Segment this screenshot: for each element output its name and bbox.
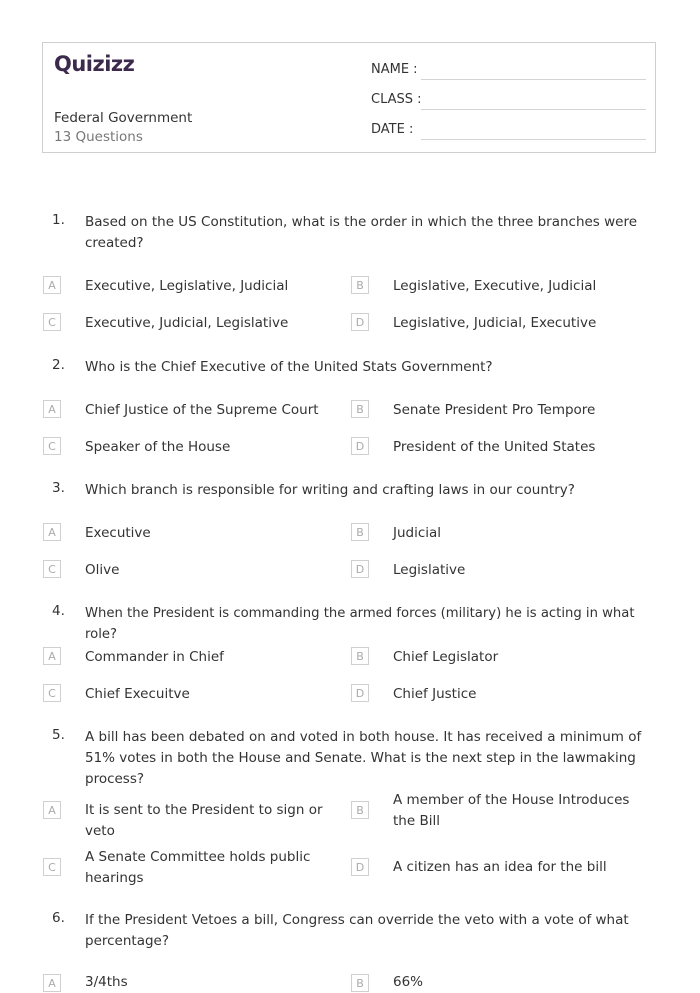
option-letter: D [351,437,369,455]
class-line [421,109,646,110]
option-text: Judicial [393,525,442,541]
option-letter: D [351,858,369,876]
option-text: Speaker of the House [85,439,231,455]
option-text: A member of the House Introduces the Bill [393,792,630,829]
option-letter: C [43,560,61,578]
name-line [421,79,646,80]
worksheet-header [42,42,656,153]
option-text: Executive, Legislative, Judicial [85,278,289,294]
option-letter: A [43,801,61,819]
date-label: DATE : [371,122,414,137]
question-text: When the President is commanding the armed forces (military) he is acting in what role? [85,606,635,642]
option-letter: B [351,523,369,541]
option-text: Chief Justice of the Supreme Court [85,402,319,418]
question-number: 4. [52,603,65,619]
option-letter: B [351,801,369,819]
option-text: Legislative, Judicial, Executive [393,315,597,331]
option-text: It is sent to the President to sign or veto [85,802,323,839]
option-letter: A [43,523,61,541]
option-letter: B [351,974,369,992]
option-letter: C [43,437,61,455]
option-letter: B [351,400,369,418]
question-text: Based on the US Constitution, what is the order in which the three branches were created? [85,214,638,251]
option-text: President of the United States [393,439,596,455]
question-count: 13 Questions [54,129,143,145]
date-field[interactable] [371,118,646,140]
question-number: 3. [52,480,65,496]
option-text: Legislative [393,562,466,578]
option-text: Legislative, Executive, Judicial [393,278,597,294]
option-text: Senate President Pro Tempore [393,402,596,418]
class-label: CLASS : [371,92,422,107]
date-line [421,139,646,140]
option-letter: A [43,974,61,992]
option-letter: C [43,313,61,331]
option-text: A Senate Committee holds public hearings [85,849,311,886]
option-text: Chief Legislator [393,649,499,665]
question-text: If the President Vetoes a bill, Congress can override the veto with a vote of what percentage? [85,912,629,949]
option-letter: B [351,647,369,665]
option-text: Chief Justice [393,686,477,702]
worksheet-title: Federal Government [54,110,193,126]
question-number: 2. [52,357,65,373]
option-text: Commander in Chief [85,649,224,665]
option-text: A citizen has an idea for the bill [393,859,607,875]
option-letter: D [351,560,369,578]
option-letter: C [43,858,61,876]
option-letter: A [43,647,61,665]
option-text: Chief Execuitve [85,686,190,702]
option-text: 3/4ths [85,974,128,990]
question-text: Who is the Chief Executive of the United Stats Government? [85,359,493,375]
class-field[interactable] [371,88,646,110]
option-letter: A [43,276,61,294]
question-number: 1. [52,212,65,228]
option-letter: C [43,684,61,702]
question-number: 5. [52,727,65,743]
option-text: Executive [85,525,151,541]
option-text: Executive, Judicial, Legislative [85,315,289,331]
name-field[interactable] [371,58,646,80]
question-text: Which branch is responsible for writing and crafting laws in our country? [85,482,575,498]
question-number: 6. [52,910,65,926]
option-text: Olive [85,562,120,578]
question-text: A bill has been debated on and voted in both house. It has received a minimum of 51% votes in both the House and Senate. What is the next step in the lawmaking process? [85,729,642,787]
option-letter: A [43,400,61,418]
quizizz-logo: Quizizz [54,52,135,76]
option-letter: B [351,276,369,294]
option-letter: D [351,313,369,331]
option-text: 66% [393,974,424,990]
name-label: NAME : [371,62,418,77]
option-letter: D [351,684,369,702]
